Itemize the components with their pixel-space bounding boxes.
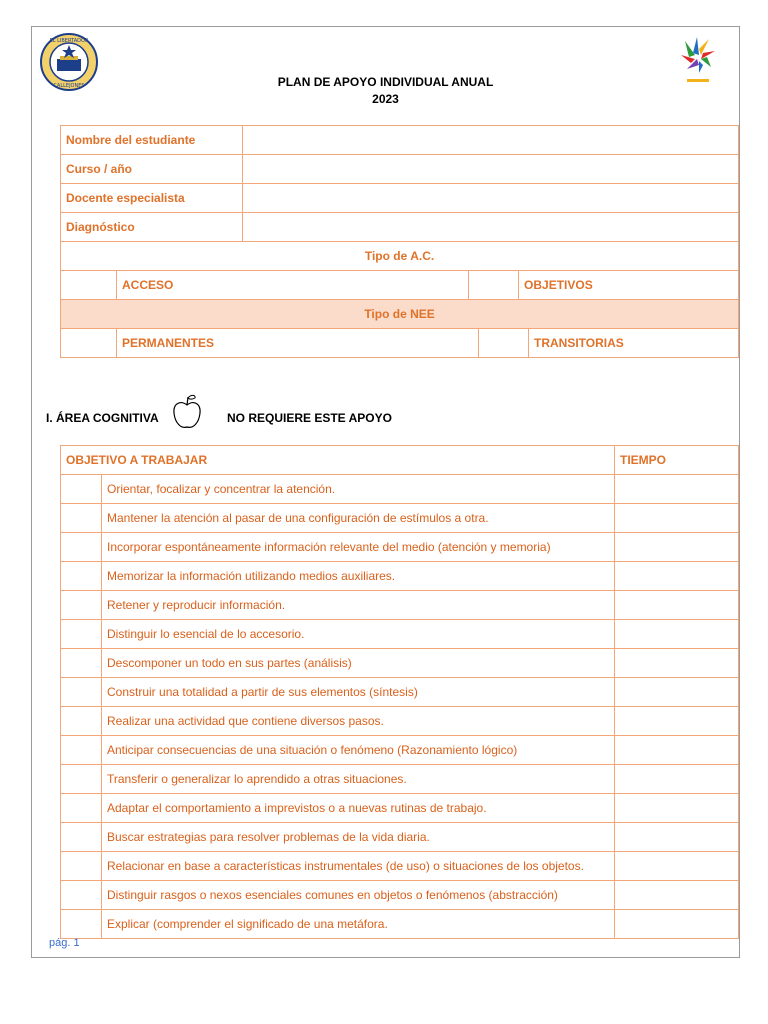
tiempo-cell[interactable] xyxy=(615,475,739,504)
table-row xyxy=(61,184,739,213)
document-title: PLAN DE APOYO INDIVIDUAL ANUAL xyxy=(277,75,494,89)
table-row xyxy=(61,155,739,184)
objective-checkbox[interactable] xyxy=(61,823,102,852)
objective-checkbox[interactable] xyxy=(61,475,102,504)
document-year: 2023 xyxy=(372,92,399,106)
table-row xyxy=(61,678,739,707)
table-row xyxy=(61,213,739,242)
objective-checkbox[interactable] xyxy=(61,765,102,794)
field-value[interactable] xyxy=(243,126,739,155)
objectives-table xyxy=(60,445,739,939)
student-info-table xyxy=(60,125,739,358)
field-value[interactable] xyxy=(243,155,739,184)
acceso-label: ACCESO xyxy=(117,271,469,300)
tiempo-cell[interactable] xyxy=(615,533,739,562)
objective-text: Construir una totalidad a partir de sus elementos (síntesis) xyxy=(102,678,615,707)
tiempo-cell[interactable] xyxy=(615,504,739,533)
objective-checkbox[interactable] xyxy=(61,533,102,562)
document-page xyxy=(31,26,740,958)
tiempo-cell[interactable] xyxy=(615,707,739,736)
objective-text: Realizar una actividad que contiene diversos pasos. xyxy=(102,707,615,736)
objective-text: Adaptar el comportamiento a imprevistos o a nuevas rutinas de trabajo. xyxy=(102,794,615,823)
table-row xyxy=(61,649,739,678)
objetivos-label: OBJETIVOS xyxy=(519,271,739,300)
transitorias-checkbox[interactable] xyxy=(479,329,529,358)
field-label: Curso / año xyxy=(61,155,243,184)
tipo-ac-heading: Tipo de A.C. xyxy=(61,242,739,271)
permanentes-checkbox[interactable] xyxy=(61,329,117,358)
table-row xyxy=(61,881,739,910)
objective-text: Descomponer un todo en sus partes (análisis) xyxy=(102,649,615,678)
header-tiempo: TIEMPO xyxy=(615,446,739,475)
tipo-nee-heading: Tipo de NEE xyxy=(61,300,739,329)
objective-checkbox[interactable] xyxy=(61,620,102,649)
table-row xyxy=(61,300,739,329)
permanentes-label: PERMANENTES xyxy=(117,329,479,358)
objective-text: Retener y reproducir información. xyxy=(102,591,615,620)
table-row xyxy=(61,504,739,533)
objective-text: Distinguir lo esencial de lo accesorio. xyxy=(102,620,615,649)
apple-checkbox-icon[interactable] xyxy=(171,393,203,431)
objective-checkbox[interactable] xyxy=(61,794,102,823)
objective-checkbox[interactable] xyxy=(61,910,102,939)
table-row xyxy=(61,271,739,300)
objective-checkbox[interactable] xyxy=(61,881,102,910)
objective-checkbox[interactable] xyxy=(61,736,102,765)
table-row xyxy=(61,707,739,736)
table-row xyxy=(61,475,739,504)
tiempo-cell[interactable] xyxy=(615,881,739,910)
field-value[interactable] xyxy=(243,184,739,213)
objetivos-checkbox[interactable] xyxy=(469,271,519,300)
tiempo-cell[interactable] xyxy=(615,562,739,591)
field-value[interactable] xyxy=(243,213,739,242)
objective-text: Mantener la atención al pasar de una configuración de estímulos a otra. xyxy=(102,504,615,533)
table-row xyxy=(61,126,739,155)
table-row xyxy=(61,533,739,562)
tiempo-cell[interactable] xyxy=(615,852,739,881)
objective-checkbox[interactable] xyxy=(61,678,102,707)
objective-checkbox[interactable] xyxy=(61,707,102,736)
objective-text: Relacionar en base a características instrumentales (de uso) o situaciones de los objetos. xyxy=(102,852,615,881)
objective-text: Orientar, focalizar y concentrar la atención. xyxy=(102,475,615,504)
objective-text: Buscar estrategias para resolver problemas de la vida diaria. xyxy=(102,823,615,852)
objective-text: Memorizar la información utilizando medios auxiliares. xyxy=(102,562,615,591)
objective-checkbox[interactable] xyxy=(61,562,102,591)
tiempo-cell[interactable] xyxy=(615,736,739,765)
field-label: Diagnóstico xyxy=(61,213,243,242)
no-requiere-label: NO REQUIERE ESTE APOYO xyxy=(227,411,392,425)
field-label: Nombre del estudiante xyxy=(61,126,243,155)
objective-text: Anticipar consecuencias de una situación o fenómeno (Razonamiento lógico) xyxy=(102,736,615,765)
table-row xyxy=(61,765,739,794)
objective-checkbox[interactable] xyxy=(61,649,102,678)
objective-text: Distinguir rasgos o nexos esenciales comunes en objetos o fenómenos (abstracción) xyxy=(102,881,615,910)
table-row xyxy=(61,910,739,939)
acceso-checkbox[interactable] xyxy=(61,271,117,300)
area-title: I. ÁREA COGNITIVA xyxy=(46,411,159,425)
tiempo-cell[interactable] xyxy=(615,823,739,852)
table-row xyxy=(61,794,739,823)
table-row xyxy=(61,852,739,881)
objective-checkbox[interactable] xyxy=(61,852,102,881)
tiempo-cell[interactable] xyxy=(615,794,739,823)
objective-text: Incorporar espontáneamente información relevante del medio (atención y memoria) xyxy=(102,533,615,562)
table-row xyxy=(61,736,739,765)
objective-text: Transferir o generalizar lo aprendido a otras situaciones. xyxy=(102,765,615,794)
svg-text:CALLEJONES: CALLEJONES xyxy=(53,83,85,89)
header-objetivo: OBJETIVO A TRABAJAR xyxy=(61,446,615,475)
objective-checkbox[interactable] xyxy=(61,504,102,533)
page-number: pág. 1 xyxy=(49,937,80,949)
table-header-row xyxy=(61,446,739,475)
tiempo-cell[interactable] xyxy=(615,910,739,939)
transitorias-label: TRANSITORIAS xyxy=(529,329,739,358)
objective-text: Explicar (comprender el significado de una metáfora. xyxy=(102,910,615,939)
table-row xyxy=(61,591,739,620)
tiempo-cell[interactable] xyxy=(615,649,739,678)
svg-text:EL LIBERTADOR: EL LIBERTADOR xyxy=(49,38,89,44)
tiempo-cell[interactable] xyxy=(615,591,739,620)
table-row xyxy=(61,242,739,271)
table-row xyxy=(61,620,739,649)
table-row xyxy=(61,823,739,852)
field-label: Docente especialista xyxy=(61,184,243,213)
objective-checkbox[interactable] xyxy=(61,591,102,620)
table-row xyxy=(61,562,739,591)
tiempo-cell[interactable] xyxy=(615,620,739,649)
tiempo-cell[interactable] xyxy=(615,678,739,707)
tiempo-cell[interactable] xyxy=(615,765,739,794)
table-row xyxy=(61,329,739,358)
